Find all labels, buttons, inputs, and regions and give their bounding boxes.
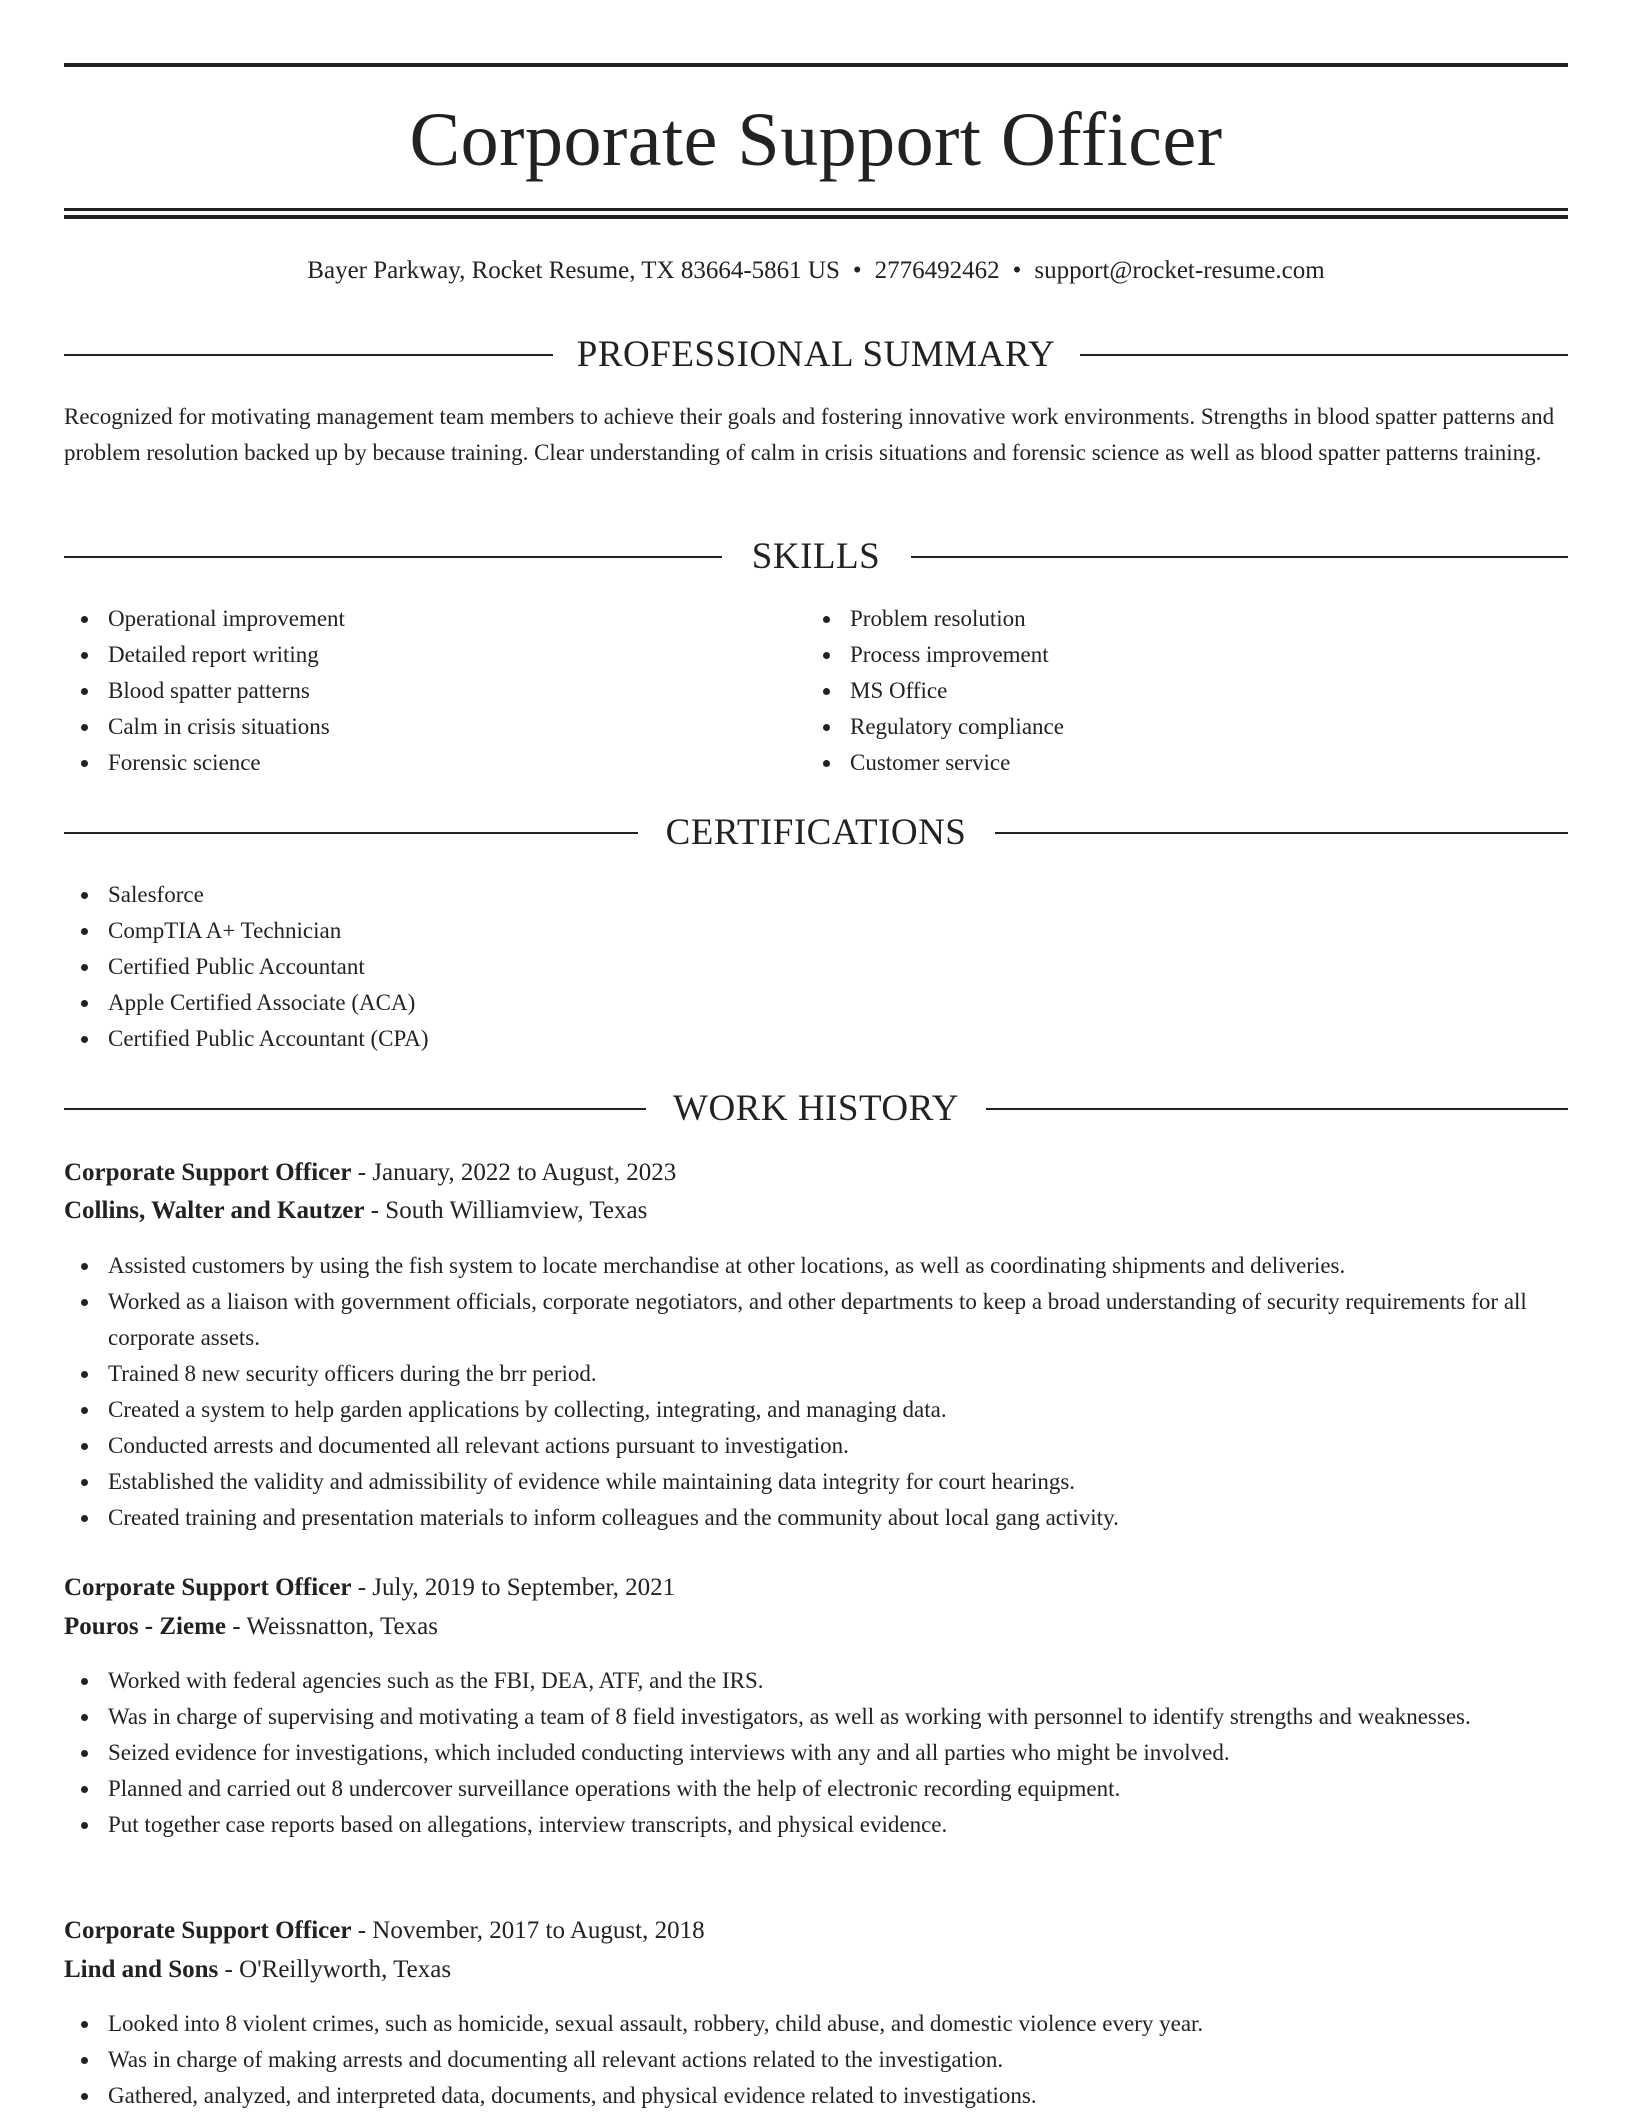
certification-item: Certified Public Accountant: [64, 949, 1568, 985]
job-location: - Weissnatton, Texas: [226, 1613, 438, 1640]
job-bullets: [64, 1663, 1568, 1843]
job-bullet: Seized evidence for investigations, which included conducting interviews with any and all parties who might be involved.: [64, 1735, 1568, 1771]
skill-item: Blood spatter patterns: [64, 673, 804, 709]
skill-item: Forensic science: [64, 745, 804, 781]
job-title-line: [64, 1154, 1568, 1192]
skill-item: Regulatory compliance: [806, 709, 1566, 745]
job-location: - O'Reillyworth, Texas: [218, 1956, 452, 1983]
contact-phone[interactable]: 2776492462: [874, 257, 1000, 284]
job-bullet: Was in charge of making arrests and documenting all relevant actions related to the investigation.: [64, 2042, 1568, 2078]
job-title: Corporate Support Officer: [64, 1159, 352, 1186]
skill-item: Calm in crisis situations: [64, 709, 804, 745]
contact-address: Bayer Parkway, Rocket Resume, TX 83664-5861 US: [307, 257, 840, 284]
job-company-line: [64, 1192, 1568, 1230]
job-bullet: Established the validity and admissibility of evidence while maintaining data integrity for court hearings.: [64, 1464, 1568, 1500]
certifications-heading: CERTIFICATIONS: [665, 812, 967, 853]
top-rule: [64, 63, 1568, 67]
skills-list-left: [64, 601, 804, 781]
contact-separator: •: [1012, 257, 1022, 284]
skill-item: Detailed report writing: [64, 637, 804, 673]
certification-item: Salesforce: [64, 877, 1568, 913]
skill-item: Customer service: [806, 745, 1566, 781]
job-bullet: Created a system to help garden applications by collecting, integrating, and managing data.: [64, 1392, 1568, 1428]
job-bullet: Assisted customers by using the fish system to locate merchandise at other locations, as well as coordinating shipments and deliveries.: [64, 1248, 1568, 1284]
certification-item: Certified Public Accountant (CPA): [64, 1021, 1568, 1057]
job-bullet: Gathered, analyzed, and interpreted data, documents, and physical evidence related to investigations.: [64, 2078, 1568, 2114]
section-rule-right: [1080, 354, 1568, 356]
certifications-list: [64, 877, 1568, 1057]
work-section-header: [64, 1085, 1568, 1133]
work-heading: WORK HISTORY: [673, 1088, 959, 1129]
skill-item: Problem resolution: [806, 601, 1566, 637]
summary-heading: PROFESSIONAL SUMMARY: [576, 334, 1056, 375]
job-dates: - January, 2022 to August, 2023: [351, 1159, 677, 1186]
skills-heading: SKILLS: [751, 536, 881, 577]
job-company-line: [64, 1608, 1568, 1646]
section-rule-right: [995, 832, 1568, 834]
job-bullet: Was in charge of supervising and motivating a team of 8 field investigators, as well as working with personnel to identify strengths and weaknesses.: [64, 1699, 1568, 1735]
job-bullet: Planned and carried out 8 undercover surveillance operations with the help of electronic recording equipment.: [64, 1771, 1568, 1807]
skill-item: MS Office: [806, 673, 1566, 709]
job-company: Pouros - Zieme: [64, 1613, 227, 1640]
job-company-line: [64, 1951, 1568, 1989]
double-rule-lower: [64, 215, 1568, 219]
job-company: Lind and Sons: [64, 1956, 219, 1983]
contact-line: [64, 254, 1568, 288]
summary-text: Recognized for motivating management team members to achieve their goals and fostering innovative work environments. Strengths in blood spatter patterns and problem resolution backed up by because training. Clear understanding of calm in crisis situations and forensic science as well as blood spatter patterns training.: [64, 404, 1555, 465]
job-bullet: Worked with federal agencies such as the FBI, DEA, ATF, and the IRS.: [64, 1663, 1568, 1699]
job-bullet: Trained 8 new security officers during the brr period.: [64, 1356, 1568, 1392]
skills-list-right: [806, 601, 1566, 781]
skills-section-header: [64, 533, 1568, 581]
skill-item: Process improvement: [806, 637, 1566, 673]
job-bullet: Looked into 8 violent crimes, such as homicide, sexual assault, robbery, child abuse, and domestic violence every year.: [64, 2006, 1568, 2042]
skill-item: Operational improvement: [64, 601, 804, 637]
job-dates: - November, 2017 to August, 2018: [351, 1917, 705, 1944]
certification-item: CompTIA A+ Technician: [64, 913, 1568, 949]
job-bullet: Created training and presentation materials to inform colleagues and the community about local gang activity.: [64, 1500, 1568, 1536]
job-title: Corporate Support Officer: [64, 1574, 352, 1601]
certification-item: Apple Certified Associate (ACA): [64, 985, 1568, 1021]
job-bullet: Put together case reports based on allegations, interview transcripts, and physical evidence.: [64, 1807, 1568, 1843]
certifications-section-header: [64, 809, 1568, 857]
job-dates: - July, 2019 to September, 2021: [351, 1574, 676, 1601]
job-bullet: Conducted arrests and documented all relevant actions pursuant to investigation.: [64, 1428, 1568, 1464]
job-location: - South Williamview, Texas: [364, 1197, 648, 1224]
contact-separator: •: [852, 257, 862, 284]
job-title: Corporate Support Officer: [64, 1917, 352, 1944]
section-rule-right: [986, 1108, 1568, 1110]
job-title-line: [64, 1569, 1568, 1607]
job-bullets: [64, 1248, 1568, 1536]
contact-email[interactable]: support@rocket-resume.com: [1034, 257, 1325, 284]
job-bullets: [64, 2006, 1568, 2114]
candidate-name: Corporate Support Officer: [409, 98, 1223, 182]
job-company: Collins, Walter and Kautzer: [64, 1197, 365, 1224]
job-bullet: Worked as a liaison with government officials, corporate negotiators, and other departments to keep a broad understanding of security requirements for all corporate assets.: [64, 1284, 1568, 1356]
section-rule-right: [911, 556, 1568, 558]
summary-section-header: [64, 331, 1568, 379]
double-rule-upper: [64, 208, 1568, 211]
job-title-line: [64, 1912, 1568, 1950]
